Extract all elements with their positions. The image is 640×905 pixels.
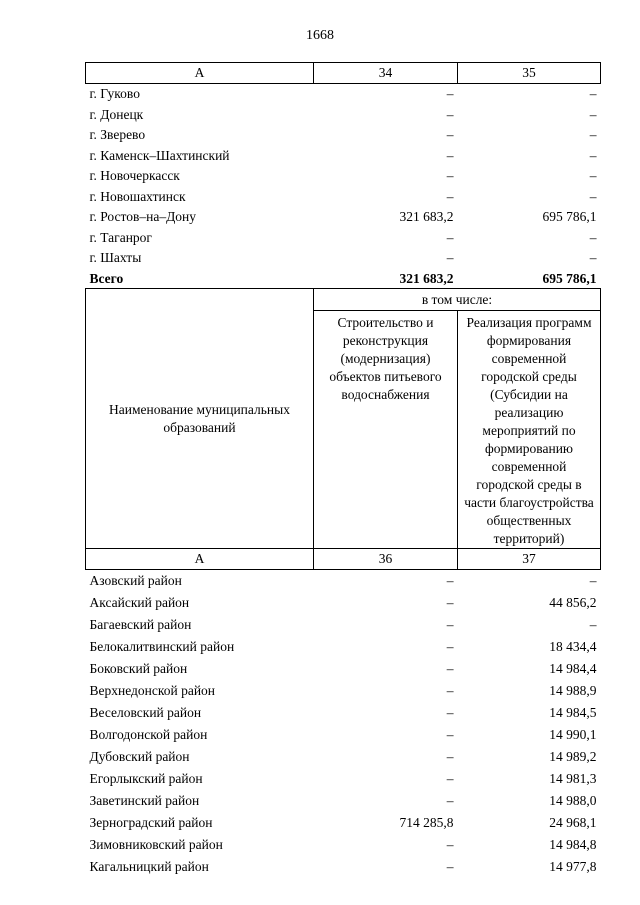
value-col-36: – [446,573,454,588]
municipality-name: г. Гуково [89,86,140,101]
value-col-34: 321 683,2 [399,209,454,224]
district-name: Зерноградский район [89,815,213,830]
value-col-36: – [446,595,454,610]
column-header-34: 34 [314,63,458,84]
page-number: 1668 [306,28,334,43]
table-row [86,680,601,702]
value-col-35: – [589,147,597,163]
group-header-including: в том числе: [314,289,601,311]
value-col-34: – [446,250,454,265]
district-name: Боковский район [89,661,188,676]
value-col-35: – [589,229,597,245]
value-col-36: – [446,617,454,632]
district-name: Белокалитвинский район [89,639,235,654]
table-row [86,187,601,208]
value-col-35: – [589,106,597,122]
table-row [86,228,601,249]
table-row [86,658,601,680]
value-col-36: – [446,683,454,698]
table-row [86,790,601,812]
municipality-name: г. Зверево [89,127,146,142]
municipality-name: г. Таганрог [89,229,152,245]
value-col-36: – [446,661,454,676]
table-row [86,702,601,724]
district-name: Азовский район [89,573,182,588]
value-col-34: – [446,168,454,183]
municipality-name: г. Новошахтинск [89,188,186,204]
table-row [86,105,601,126]
table-row [86,746,601,768]
municipality-name: г. Шахты [89,250,142,265]
column-header-water-supply: Строительство и реконструкция (модернизация) объектов питьевого водоснабжения [314,311,458,549]
value-col-36: – [446,793,454,808]
district-name: Верхнедонской район [89,683,216,698]
column-header-urban-environment: Реализация программ формирования современной городской среды (Субсидии на реализацию мероприятий по формированию современной городской среды в части благоустройства общественных территорий) [458,311,601,549]
value-col-34: – [446,147,454,163]
value-col-34: – [446,188,454,204]
table-row [86,166,601,187]
table-row [86,636,601,658]
column-number-row [86,63,601,84]
value-col-35: – [589,86,597,101]
value-col-36: – [446,837,454,852]
district-name: Дубовский район [89,749,190,764]
table-row [86,724,601,746]
value-col-37: 14 984,4 [549,661,597,676]
value-col-37: 14 984,8 [549,837,597,852]
column-header-a: А [86,63,314,84]
budget-table-cols-36-37 [85,288,601,878]
value-col-36: – [446,749,454,764]
value-col-37: 14 988,9 [549,683,597,698]
table-row [86,84,601,105]
value-col-37: 14 989,2 [549,749,597,764]
value-col-36: – [446,771,454,786]
table-row [86,125,601,146]
value-col-35: – [589,127,597,142]
table-row [86,614,601,636]
table-row [86,207,601,228]
table-row [86,248,601,269]
table-row [86,834,601,856]
district-name: Багаевский район [89,617,192,632]
district-name: Кагальницкий район [89,859,209,874]
value-col-37: 18 434,4 [549,639,597,654]
district-name: Заветинский район [89,793,200,808]
total-row [86,269,601,290]
value-col-36: – [446,859,454,874]
municipality-name: г. Ростов–на–Дону [89,209,197,224]
table-row [86,570,601,593]
value-col-36: – [446,705,454,720]
table-row [86,146,601,167]
value-col-35: – [589,188,597,204]
column-header-a: А [86,549,314,570]
table-row [86,812,601,834]
table-row [86,768,601,790]
budget-table-cols-34-35 [85,62,601,289]
value-col-37: – [589,617,597,632]
value-col-36: – [446,727,454,742]
district-name: Аксайский район [89,595,190,610]
municipality-name: г. Донецк [89,106,144,122]
value-col-34: – [446,127,454,142]
total-col-34: 321 683,2 [399,270,454,286]
value-col-37: – [589,573,597,588]
table-row [86,856,601,878]
column-number-row [86,549,601,570]
value-col-34: – [446,229,454,245]
total-col-35: 695 786,1 [542,270,597,286]
value-col-37: 14 990,1 [549,727,597,742]
municipality-name: г. Каменск–Шахтинский [89,147,230,163]
district-name: Зимовниковский район [89,837,223,852]
value-col-37: 14 981,3 [549,771,597,786]
row-header-municipalities: Наименование муниципальных образований [86,289,314,549]
value-col-36: – [446,639,454,654]
value-col-34: – [446,106,454,122]
column-header-36: 36 [314,549,458,570]
value-col-37: 14 977,8 [549,859,597,874]
district-name: Егорлыкский район [89,771,203,786]
column-header-37: 37 [458,549,601,570]
value-col-36: 714 285,8 [399,815,454,830]
table-row [86,592,601,614]
value-col-37: 24 968,1 [549,815,597,830]
column-header-35: 35 [458,63,601,84]
value-col-37: 14 984,5 [549,705,597,720]
municipality-name: г. Новочеркасск [89,168,180,183]
value-col-34: – [446,86,454,101]
value-col-35: 695 786,1 [542,209,597,224]
total-label: Всего [89,270,124,286]
district-name: Веселовский район [89,705,202,720]
value-col-37: 14 988,0 [549,793,597,808]
value-col-35: – [589,250,597,265]
district-name: Волгодонской район [89,727,208,742]
value-col-37: 44 856,2 [549,595,597,610]
value-col-35: – [589,168,597,183]
